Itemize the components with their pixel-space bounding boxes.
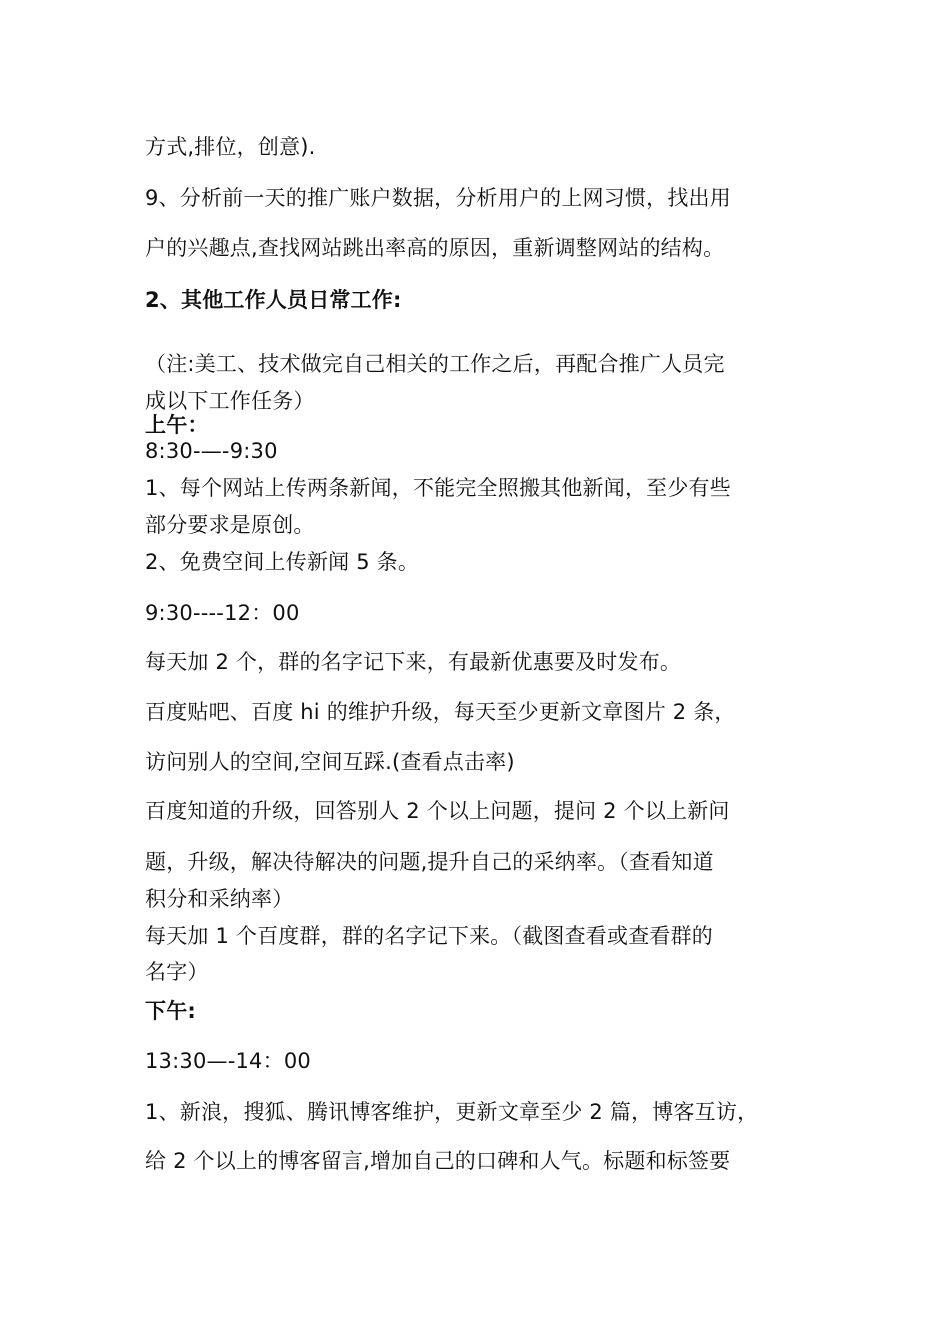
text-line: 1、新浪，搜狐、腾讯博客维护，更新文章至少 2 篇，博客互访， (145, 1100, 759, 1124)
text-line: （注:美工、技术做完自己相关的工作之后，再配合推广人员完 (145, 352, 725, 376)
text-line: 访问别人的空间,空间互踩.(查看点击率) (145, 750, 515, 774)
section-heading: 2、其他工作人员日常工作: (145, 288, 402, 312)
text-line: 每天加 2 个，群的名字记下来，有最新优惠要及时发布。 (145, 650, 682, 674)
subheading-morning: 上午： (145, 413, 209, 437)
text-line: 百度知道的升级，回答别人 2 个以上问题，提问 2 个以上新问 (145, 799, 730, 823)
text-line: 1、每个网站上传两条新闻，不能完全照搬其他新闻，至少有些 (145, 476, 731, 500)
text-line: 方式,排位，创意). (145, 135, 316, 159)
text-line: 2、免费空间上传新闻 5 条。 (145, 550, 420, 574)
text-line: 户的兴趣点,查找网站跳出率高的原因，重新调整网站的结构。 (145, 236, 725, 260)
text-line: 成以下工作任务） (145, 389, 315, 413)
text-line: 部分要求是原创。 (145, 513, 315, 537)
text-line: 给 2 个以上的博客留言,增加自己的口碑和人气。标题和标签要 (145, 1149, 731, 1173)
text-line: 百度贴吧、百度 hi 的维护升级，每天至少更新文章图片 2 条， (145, 700, 736, 724)
text-line: 每天加 1 个百度群，群的名字记下来。（截图查看或查看群的 (145, 924, 714, 948)
time-range: 13:30—-14：00 (145, 1049, 311, 1073)
text-line: 9、分析前一天的推广账户数据，分析用户的上网习惯，找出用 (145, 186, 731, 210)
subheading-afternoon: 下午: (145, 999, 196, 1023)
text-line: 积分和采纳率） (145, 887, 294, 911)
time-range: 8:30-—-9:30 (145, 439, 278, 463)
text-line: 名字） (145, 960, 209, 984)
time-range: 9:30----12：00 (145, 601, 300, 625)
text-line: 题，升级，解决待解决的问题,提升自己的采纳率。（查看知道 (145, 850, 714, 874)
